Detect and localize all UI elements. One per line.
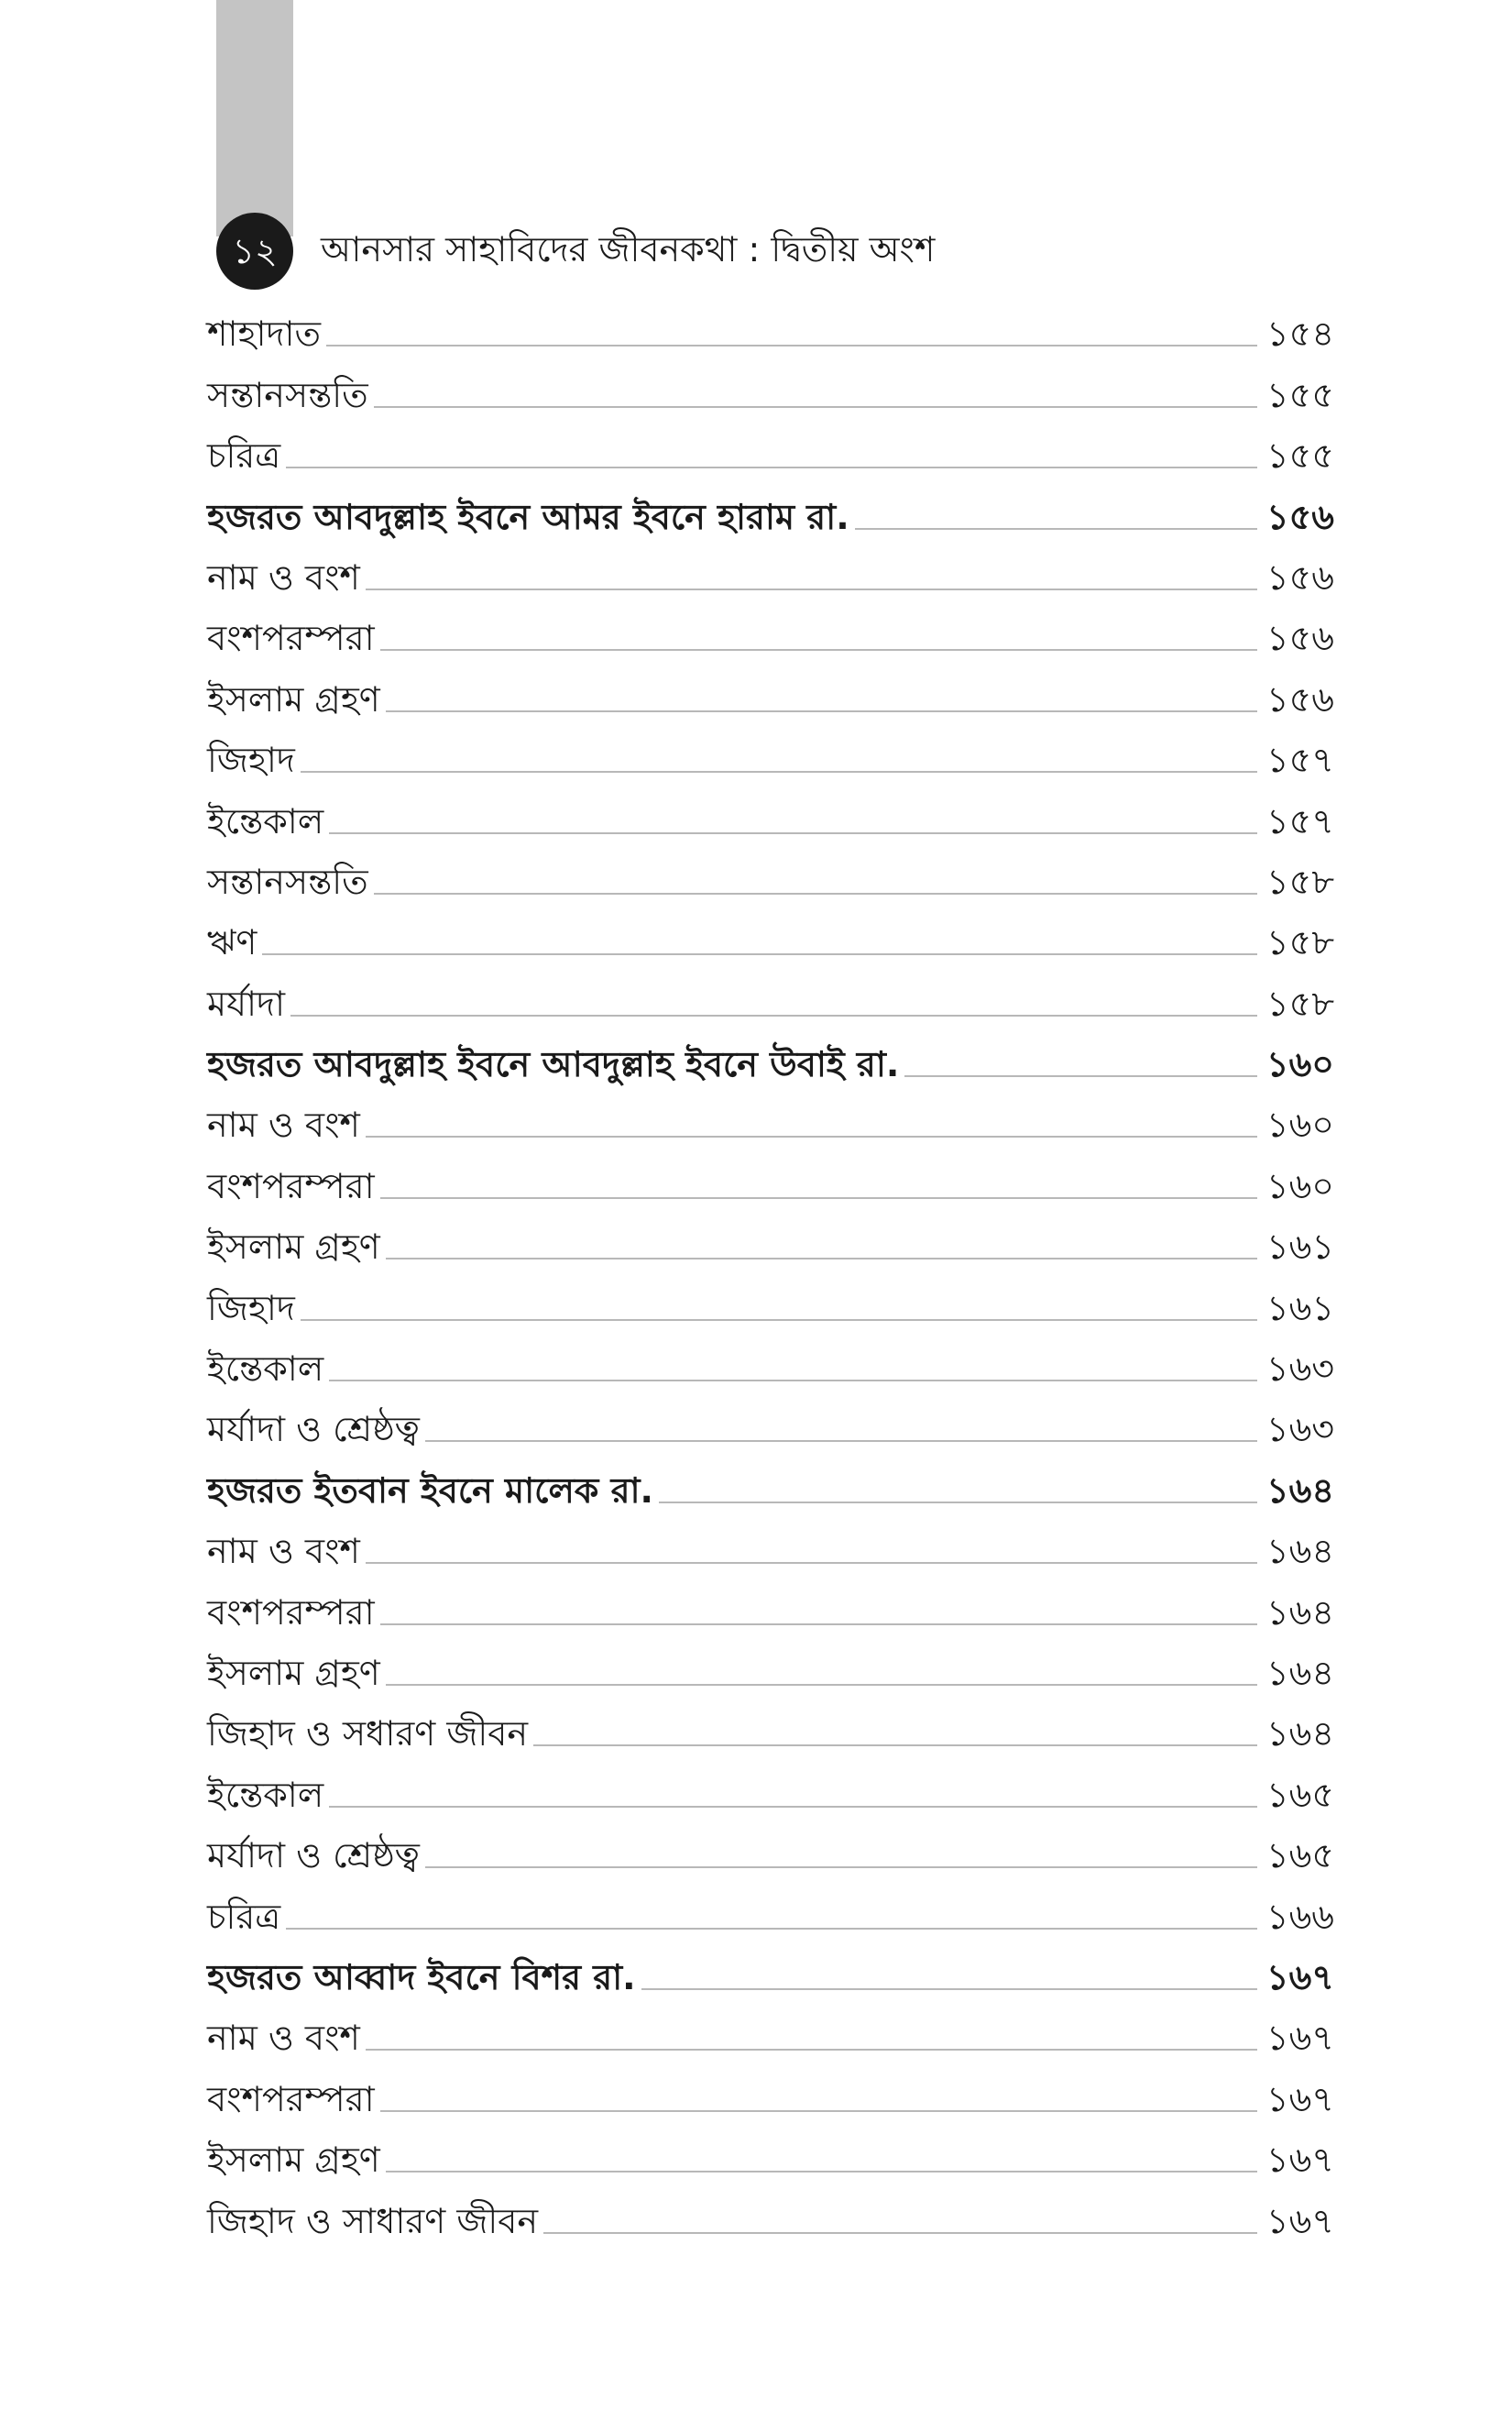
toc-entry-title: জিহাদ ও সধারণ জীবন [207, 1713, 529, 1754]
toc-entry-title: জিহাদ ও সাধারণ জীবন [207, 2200, 539, 2241]
toc-page-number: ১৬৭ [1265, 2078, 1334, 2119]
toc-page-number: ১৬৭ [1265, 1956, 1334, 1997]
toc-page-number: ১৬৪ [1265, 1713, 1334, 1754]
toc-entry-title: হজরত আব্বাদ ইবনে বিশর রা. [207, 1956, 636, 1997]
toc-entry-title: ইসলাম গ্রহণ [207, 1652, 380, 1693]
toc-entry-row [207, 1699, 1334, 1759]
toc-leader-line [904, 1075, 1257, 1077]
running-header-title: আনসার সাহাবিদের জীবনকথা : দ্বিতীয় অংশ [321, 229, 936, 270]
toc-leader-line [366, 1136, 1257, 1138]
toc-leader-line [659, 1502, 1257, 1503]
toc-leader-line [329, 832, 1257, 834]
toc-leader-line [366, 1562, 1257, 1564]
toc-page-number: ১৫৬ [1265, 678, 1334, 720]
toc-page-number: ১৬০ [1265, 1044, 1334, 1085]
toc-page-number: ১৬৪ [1265, 1652, 1334, 1693]
toc-leader-line [425, 1440, 1257, 1442]
toc-entry-row [207, 2185, 1334, 2246]
toc-entry-title: হজরত আবদুল্লাহ ইবনে আবদুল্লাহ ইবনে উবাই রা. [207, 1044, 900, 1085]
toc-entry-row [207, 968, 1334, 1028]
toc-heading-row [207, 1455, 1334, 1515]
toc-entry-title: মর্যাদা ও শ্রেষ্ঠত্ব [207, 1409, 420, 1450]
toc-entry-title: বংশপরম্পরা [207, 2078, 375, 2119]
toc-entry-row [207, 2003, 1334, 2063]
toc-heading-row [207, 1029, 1334, 1090]
toc-entry-row [207, 1881, 1334, 1942]
toc-entry-title: সন্তানসন্ততি [207, 374, 368, 415]
toc-entry-title: ইন্তেকাল [207, 1774, 324, 1815]
toc-page-number: ১৫৪ [1266, 314, 1334, 355]
toc-entry-row [207, 1272, 1334, 1333]
toc-leader-line [329, 1380, 1257, 1381]
toc-entry-title: নাম ও বংশ [207, 2018, 360, 2059]
toc-page-number: ১৬৫ [1265, 1835, 1334, 1876]
toc-entry-title: নাম ও বংশ [207, 1105, 360, 1146]
toc-leader-line [533, 1744, 1257, 1746]
toc-page-number: ১৫৫ [1266, 374, 1334, 415]
toc-page-number: ১৬৩ [1265, 1348, 1334, 1390]
toc-entry-row [207, 664, 1334, 724]
toc-entry-row [207, 421, 1334, 481]
toc-leader-line [329, 1806, 1257, 1808]
toc-entry-row [207, 1334, 1334, 1394]
toc-entry-title: ঋণ [207, 922, 257, 963]
toc-entry-row [207, 603, 1334, 664]
toc-page-number: ১৬০ [1265, 1105, 1334, 1146]
toc-page-number: ১৬৭ [1265, 2200, 1334, 2241]
toc-leader-line [286, 467, 1257, 468]
toc-page-number: ১৫৬ [1265, 556, 1334, 598]
toc-leader-line [380, 649, 1257, 651]
toc-page-number: ১৬১ [1265, 1226, 1334, 1268]
toc-entry-row [207, 299, 1334, 359]
toc-entry-title: ইন্তেকাল [207, 1348, 324, 1390]
toc-page-number: ১৬৭ [1265, 2140, 1334, 2181]
toc-page-number: ১৬৪ [1265, 1469, 1334, 1511]
toc-leader-line [641, 1988, 1257, 1990]
toc-page-number: ১৬৪ [1265, 1531, 1334, 1572]
toc-heading-row [207, 1942, 1334, 2003]
toc-entry-title: বংশপরম্পরা [207, 618, 375, 659]
toc-page-number: ১৫৮ [1266, 983, 1334, 1024]
toc-entry-title: মর্যাদা ও শ্রেষ্ঠত্ব [207, 1835, 420, 1876]
toc-leader-line [386, 2171, 1257, 2172]
toc-entry-row [207, 1577, 1334, 1637]
toc-page-number: ১৫৬ [1265, 618, 1334, 659]
toc-entry-title: জিহাদ [207, 1287, 295, 1328]
toc-entry-row [207, 725, 1334, 786]
toc-entry-row [207, 1638, 1334, 1699]
toc-entry-title: ইন্তেকাল [207, 800, 324, 842]
toc-entry-title: হজরত আবদুল্লাহ ইবনে আমর ইবনে হারাম রা. [207, 496, 849, 537]
toc-leader-line [855, 528, 1257, 530]
toc-leader-line [301, 1319, 1257, 1321]
toc-leader-line [425, 1866, 1257, 1868]
toc-entry-title: ইসলাম গ্রহণ [207, 1226, 380, 1268]
toc-entry-title: চরিত্র [207, 435, 281, 477]
toc-entry-row [207, 1394, 1334, 1455]
toc-entry-title: নাম ও বংশ [207, 1531, 360, 1572]
toc-entry-row [207, 908, 1334, 968]
toc-entry-title: সন্তানসন্ততি [207, 861, 368, 902]
toc-entry-title: বংশপরম্পরা [207, 1165, 375, 1206]
toc-page-number: ১৬৬ [1265, 1896, 1334, 1937]
toc-leader-line [286, 1928, 1257, 1930]
toc-leader-line [386, 1684, 1257, 1686]
toc-leader-line [380, 1623, 1257, 1625]
toc-page-number: ১৫৭ [1265, 740, 1334, 781]
toc-page-number: ১৫৮ [1266, 861, 1334, 902]
toc-leader-line [290, 1015, 1257, 1017]
toc-leader-line [386, 1258, 1257, 1260]
page-number-badge: ১২ [216, 213, 293, 290]
toc-leader-line [543, 2232, 1257, 2234]
toc-entry-title: শাহাদাত [207, 314, 321, 355]
toc-leader-line [326, 345, 1257, 346]
toc-entry-row [207, 1150, 1334, 1211]
toc-entry-title: ইসলাম গ্রহণ [207, 2140, 380, 2181]
toc-page-number: ১৫৭ [1265, 800, 1334, 842]
toc-entry-title: জিহাদ [207, 740, 295, 781]
toc-entry-row [207, 1212, 1334, 1272]
toc-entry-row [207, 1090, 1334, 1150]
toc-leader-line [366, 588, 1257, 590]
toc-entry-title: নাম ও বংশ [207, 556, 360, 598]
toc-entry-title: মর্যাদা [207, 983, 285, 1024]
toc-entry-row [207, 847, 1334, 908]
toc-entry-row [207, 786, 1334, 846]
toc-entry-row [207, 1759, 1334, 1820]
toc-entry-title: ইসলাম গ্রহণ [207, 678, 380, 720]
toc-entry-row [207, 1820, 1334, 1881]
toc-leader-line [380, 2110, 1257, 2112]
toc-page-number: ১৫৬ [1265, 496, 1334, 537]
toc-leader-line [386, 710, 1257, 712]
toc-leader-line [301, 771, 1257, 773]
toc-leader-line [366, 2049, 1257, 2051]
toc-entry-title: হজরত ইতবান ইবনে মালেক রা. [207, 1469, 653, 1511]
toc-entry-row [207, 1516, 1334, 1577]
toc-page-number: ১৫৫ [1266, 435, 1334, 477]
toc-page-number: ১৬৭ [1265, 2018, 1334, 2059]
toc-page-number: ১৬০ [1265, 1165, 1334, 1206]
toc-entry-title: বংশপরম্পরা [207, 1591, 375, 1633]
toc-page-number: ১৬৩ [1265, 1409, 1334, 1450]
toc-leader-line [380, 1197, 1257, 1199]
toc-leader-line [374, 893, 1257, 895]
toc-entry-row [207, 2063, 1334, 2124]
toc-entry-row [207, 2125, 1334, 2185]
toc-page-number: ১৫৮ [1266, 922, 1334, 963]
page-tab-strip [216, 0, 293, 236]
toc-page-number: ১৬৫ [1265, 1774, 1334, 1815]
toc-entry-row [207, 543, 1334, 603]
toc-entry-row [207, 359, 1334, 420]
toc-leader-line [374, 406, 1257, 408]
table-of-contents [207, 299, 1334, 2247]
toc-leader-line [262, 953, 1257, 955]
toc-entry-title: চরিত্র [207, 1896, 281, 1937]
toc-heading-row [207, 481, 1334, 542]
toc-page-number: ১৬৪ [1265, 1591, 1334, 1633]
toc-page-number: ১৬১ [1265, 1287, 1334, 1328]
